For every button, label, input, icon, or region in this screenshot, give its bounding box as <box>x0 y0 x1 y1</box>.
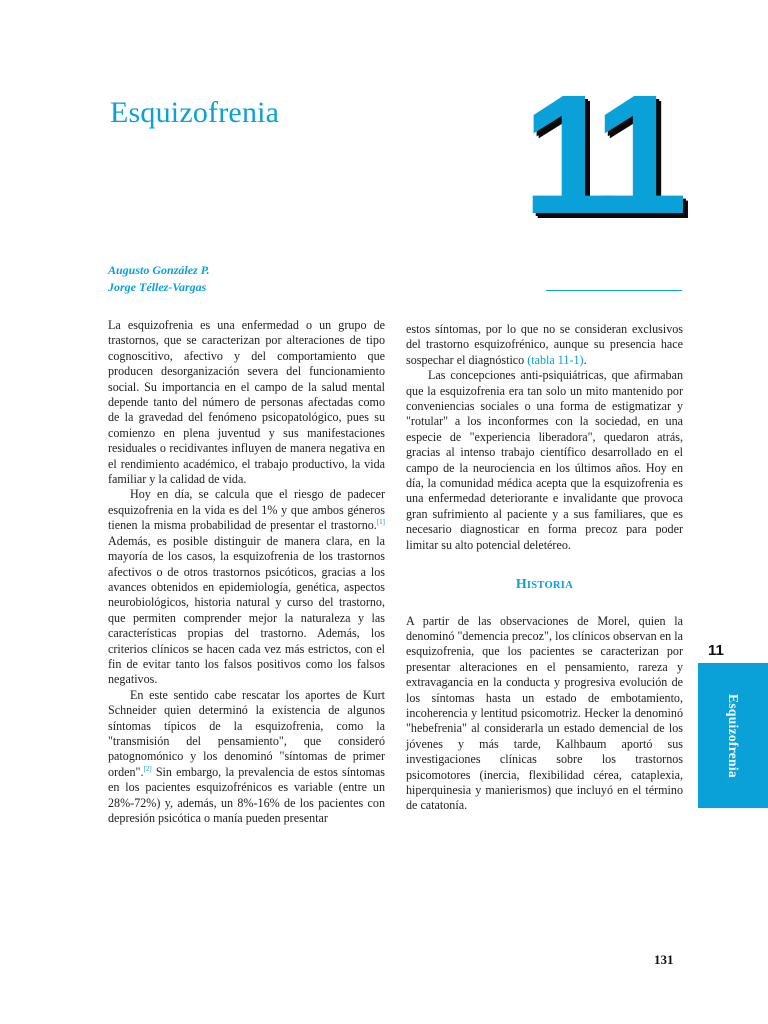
side-tab <box>698 663 768 808</box>
section-heading-historia <box>406 576 683 593</box>
paragraph <box>108 688 385 827</box>
chapter-title: Esquizofrenia <box>110 96 280 129</box>
paragraph-text: Hoy en día, se calcula que el riesgo de padecer esquizofrenia en la vida es del 1% y que ambos géneros tienen la misma probabilidad de presentar el trastorno. <box>108 487 385 533</box>
text-column-right <box>406 322 683 814</box>
citation-ref[interactable]: [2] <box>143 764 152 773</box>
author-2: Jorge Téllez-Vargas <box>108 280 207 294</box>
author-1: Augusto González P. <box>108 263 210 277</box>
paragraph: Las concepciones anti-psiquiátricas, que afirmaban que la esquizofrenia era tan solo un mito mantenido por conveniencias sociales o una forma de estigmatizar y "rotular" a los inconformes con la sociedad, en una especie de "experiencia liberadora", quedaron atrás, gracias al intenso trabajo científico desarrollado en el campo de la neurociencia en los últimos años. Hoy en día, la comunidad médica acepta que la esquizofrenia es una enfermedad deteriorante e invalidante que provoca gran sufrimiento al paciente y a sus familiares, que es necesario diagnosticar en forma precoz para poder limitar su alto potencial deletéreo. <box>406 368 683 552</box>
paragraph <box>108 487 385 687</box>
page-number: 131 <box>654 952 674 967</box>
citation-ref[interactable]: [1] <box>376 518 385 527</box>
text-column-left <box>108 318 385 826</box>
paragraph-text: Sin embargo, la prevalencia de estos síntomas en los pacientes esquizofrénicos es variable (entre un 28%-72%) y, además, un 8%-16% de los pacientes con depresión psicótica o manía pueden presentar <box>108 764 385 825</box>
side-tab-number: 11 <box>708 642 724 659</box>
paragraph: A partir de las observaciones de Morel, quien la denominó "demencia precoz", los clínicos observan en la esquizofrenia, que los pacientes se caracterizan por presentar alteraciones en el pensamiento, rareza y extravagancia en la conducta y progresiva evolución de los síntomas hasta un estado de embotamiento, incoherencia y lentitud psicomotriz. Hecker la denominó "hebefrenia" al considerarla un estado demencial de los jóvenes y más tarde, Kalhbaum aportó sus investigaciones clínicas sobre los trastornos psicomotores (inercia, flexibilidad cérea, cataplexia, hiperquinesia y manierismos) que incluyó en el término de catatonía. <box>406 613 683 813</box>
paragraph <box>406 322 683 368</box>
section-heading-initial: H <box>515 577 527 593</box>
paragraph-text: Además, es posible distinguir de manera clara, en la mayoría de los casos, la esquizofrenia de los trastornos afectivos o de otros trastornos psicóticos, gracias a los avances obtenidos en epidemiología, genética, aspectos neurobiológicos, historia natural y curso del trastorno, que permiten comprender mejor la naturaleza y las características propias del trastorno. Además, los criterios clínicos se hacen cada vez más estrictos, con el fin de evitar tanto los falsos positivos como los falsos negativos. <box>108 533 385 687</box>
paragraph-text: estos síntomas, por lo que no se consideran exclusivos del trastorno esquizofrénico, aunque su presencia hace sospechar el diagnóstico <box>406 322 683 367</box>
chapter-number: 11 <box>522 60 674 250</box>
paragraph-text: . <box>583 352 587 367</box>
section-heading-rest: ISTORIA <box>526 580 574 592</box>
table-link[interactable]: (tabla 11-1) <box>527 352 584 367</box>
paragraph-text: En este sentido cabe rescatar los aportes de Kurt Schneider quien determinó la existencia de algunos síntomas típicos de la esquizofrenia, como la "transmisión del pensamiento", que consideró patognomónico y los denominó "síntomas de primer orden". <box>108 687 385 779</box>
title-rule <box>546 290 682 291</box>
authors <box>108 262 209 296</box>
paragraph: La esquizofrenia es una enfermedad o un grupo de trastornos, que se caracterizan por alteraciones de tipo cognoscitivo, afectivo y del comportamiento que producen desorganización severa del funcionamiento social. Su importancia en el campo de la salud mental depende tanto del número de personas afectadas como de la gravedad del fenómeno psicopatológico, pues su comienzo en plena juventud y sus manifestaciones residuales o recidivantes influyen de manera negativa en el rendimiento académico, el trabajo productivo, la vida familiar y la calidad de vida. <box>108 318 385 487</box>
side-tab-label: Esquizofrenia <box>726 693 741 778</box>
